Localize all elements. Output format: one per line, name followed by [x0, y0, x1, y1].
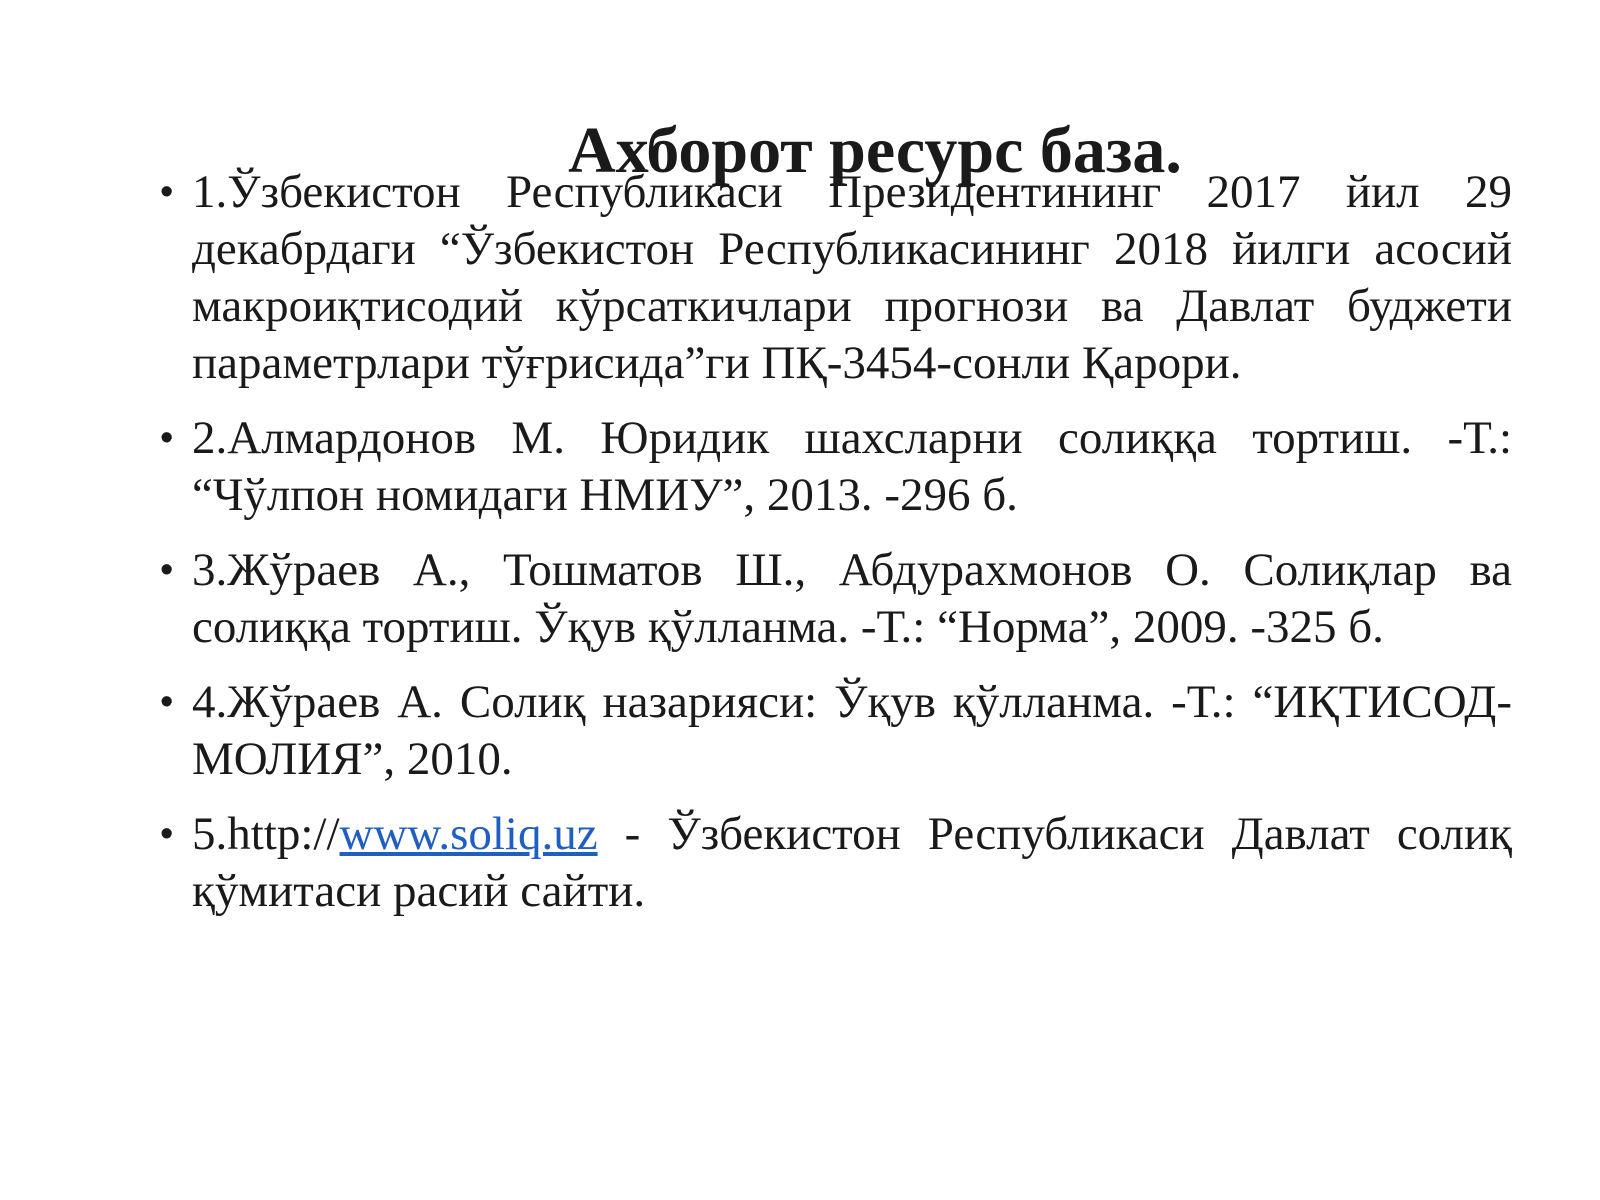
reference-text: 3.Жўраев А., Тошматов Ш., Абдурахмонов О. Солиқлар ва солиққа тортиш. Ўқув қўлланма. -Т.: “Норма”, 2009. -325 б. — [192, 544, 1512, 653]
bullet-icon: • — [160, 813, 174, 855]
slide-title: Ахборот ресурс база. — [568, 114, 1182, 187]
reference-list — [0, 164, 1600, 938]
reference-text: 2.Алмардонов М. Юридик шахсларни солиққа тортиш. -Т.: “Чўлпон номидаги НМИУ”, 2013. -296 б. — [192, 412, 1512, 521]
list-item — [0, 410, 1600, 524]
bullet-icon: • — [160, 171, 174, 213]
reference-text: 1.Ўзбекистон Республикаси Президентининг 2017 йил 29 декабрдаги “Ўзбекистон Республикасининг 2018 йилги асосий макроиқтисодий кўрсаткичлари прогнози ва Давлат буджети параметрлари тўғрисида”ги ПҚ-3454-сонли Қарори. — [192, 166, 1512, 389]
reference-prefix: 5.http:// — [192, 808, 340, 860]
list-item — [0, 542, 1600, 656]
reference-text: 4.Жўраев А. Солиқ назарияси: Ўқув қўлланма. -Т.: “ИҚТИСОД- МОЛИЯ”, 2010. — [192, 676, 1512, 785]
reference-suffix: - Ўзбекистон Республикаси Давлат солиқ қўмитаси расий сайти. — [192, 808, 1512, 917]
list-item — [0, 806, 1600, 920]
bullet-icon: • — [160, 549, 174, 591]
list-item — [0, 674, 1600, 788]
soliq-website-link[interactable]: www.soliq.uz — [339, 808, 598, 860]
bullet-icon: • — [160, 417, 174, 459]
list-item — [0, 164, 1600, 392]
bullet-icon: • — [160, 681, 174, 723]
